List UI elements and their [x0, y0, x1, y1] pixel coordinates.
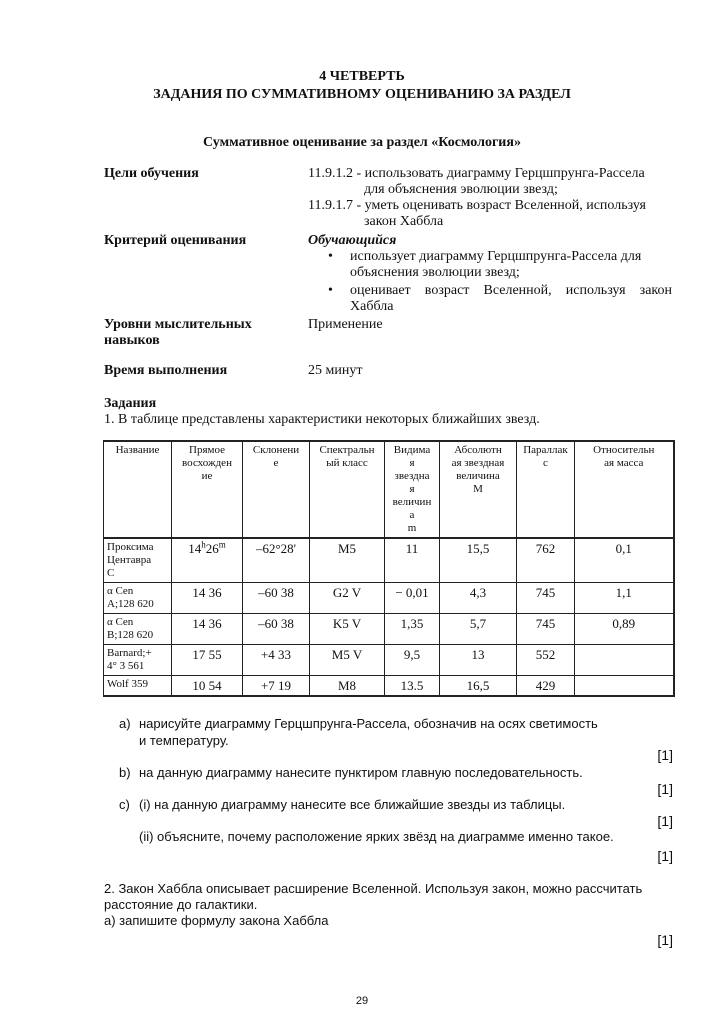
cell-absolute-mag: 5,7 — [440, 614, 517, 645]
mark-task2-a: [1] — [657, 932, 673, 948]
goal1-line1: 11.9.1.2 - использовать диаграмму Герцшпрунга-Рассела — [308, 166, 645, 181]
cell-name: Barnard;+ 4° 3 561 — [104, 645, 172, 676]
question-b-text: на данную диаграмму нанесите пунктиром главную последовательность. — [139, 765, 583, 780]
cell-mass: 0,89 — [575, 614, 674, 645]
criterion1-line2: объяснения эволюции звезд; — [350, 265, 520, 280]
table-row — [104, 583, 674, 614]
cell-parallax: 762 — [517, 538, 575, 583]
bullet-icon: • — [328, 249, 333, 264]
cell-ra: 14$^h$26$^m$ — [172, 538, 243, 583]
learner-label: Обучающийся — [308, 233, 397, 248]
table-row — [104, 538, 674, 583]
criterion1-line1: использует диаграмму Герцшпрунга-Рассела для — [350, 249, 642, 264]
cell-apparent-mag: − 0,01 — [385, 583, 440, 614]
mark-b: [1] — [657, 781, 673, 797]
cell-apparent-mag: 11 — [385, 538, 440, 583]
cell-spectral: M5 V — [310, 645, 385, 676]
mark-c-i: [1] — [657, 813, 673, 829]
cell-absolute-mag: 4,3 — [440, 583, 517, 614]
cell-name: α Cen B;128 620 — [104, 614, 172, 645]
cell-mass: 0,1 — [575, 538, 674, 583]
cell-name: Wolf 359 — [104, 676, 172, 697]
question-b-label: b) — [119, 765, 131, 780]
table-header-row — [104, 441, 674, 538]
cell-ra: 14 36 — [172, 614, 243, 645]
header-name: Название — [104, 441, 172, 538]
cell-ra: 17 55 — [172, 645, 243, 676]
cell-parallax: 552 — [517, 645, 575, 676]
criterion2-line2: Хаббла — [350, 299, 394, 314]
header-relative-mass: Относительн ая масса — [575, 441, 674, 538]
cell-dec: –62°28' — [243, 538, 310, 583]
mark-c-ii: [1] — [657, 848, 673, 864]
cell-mass: 1,1 — [575, 583, 674, 614]
goals-label: Цели обучения — [104, 166, 199, 181]
question-c-i: (i) на данную диаграмму нанесите все ближайшие звезды из таблицы. — [139, 797, 566, 812]
criteria-label: Критерий оценивания — [104, 233, 247, 248]
cell-dec: +7 19 — [243, 676, 310, 697]
task1-intro: 1. В таблице представлены характеристики некоторых ближайших звезд. — [104, 412, 540, 427]
cell-mass — [575, 645, 674, 676]
header-spectral-class: Спектральн ый класс — [310, 441, 385, 538]
levels-label-cont: навыков — [104, 333, 160, 348]
cell-apparent-mag: 9,5 — [385, 645, 440, 676]
levels-label: Уровни мыслительных — [104, 317, 252, 332]
criterion2-line1: оценивает возраст Вселенной, используя закон — [350, 283, 672, 298]
cell-ra: 10 54 — [172, 676, 243, 697]
task2-a: а) запишите формулу закона Хаббла — [104, 913, 329, 928]
cell-spectral: M5 — [310, 538, 385, 583]
cell-spectral: K5 V — [310, 614, 385, 645]
cell-absolute-mag: 13 — [440, 645, 517, 676]
cell-dec: –60 38 — [243, 583, 310, 614]
question-a-label: a) — [119, 716, 131, 731]
bullet-icon: • — [328, 283, 333, 298]
levels-value: Применение — [308, 317, 383, 332]
cell-ra: 14 36 — [172, 583, 243, 614]
cell-name: α Cen A;128 620 — [104, 583, 172, 614]
cell-mass — [575, 676, 674, 697]
cell-parallax: 745 — [517, 614, 575, 645]
goal2-line2: закон Хаббла — [364, 214, 444, 229]
goal2-line1: 11.9.1.7 - уметь оценивать возраст Вселенной, используя — [308, 198, 646, 213]
cell-name: Проксима Центавра С — [104, 538, 172, 583]
section-subtitle: Суммативное оценивание за раздел «Космология» — [203, 135, 521, 150]
table-row — [104, 676, 674, 697]
table-row — [104, 645, 674, 676]
header-apparent-magnitude: Видима я звездна я величин а m — [385, 441, 440, 538]
page-number: 29 — [355, 995, 369, 1007]
question-a-line2: и температуру. — [139, 733, 229, 748]
cell-dec: +4 33 — [243, 645, 310, 676]
cell-parallax: 745 — [517, 583, 575, 614]
cell-dec: –60 38 — [243, 614, 310, 645]
question-a-line1: нарисуйте диаграмму Герцшпрунга-Рассела, обозначив на осях светимость — [139, 716, 598, 731]
question-c-label: c) — [119, 797, 130, 812]
page-title: ЗАДАНИЯ ПО СУММАТИВНОМУ ОЦЕНИВАНИЮ ЗА РАЗДЕЛ — [153, 87, 571, 102]
question-c-ii: (ii) объясните, почему расположение ярких звёзд на диаграмме именно такое. — [139, 829, 614, 844]
time-label: Время выполнения — [104, 363, 228, 378]
task2-line2: расстояние до галактики. — [104, 897, 258, 912]
cell-spectral: G2 V — [310, 583, 385, 614]
header-right-ascension: Прямое восхожден ие — [172, 441, 243, 538]
cell-absolute-mag: 16,5 — [440, 676, 517, 697]
header-declination: Склонени е — [243, 441, 310, 538]
cell-absolute-mag: 15,5 — [440, 538, 517, 583]
mark-a: [1] — [657, 747, 673, 763]
table-row — [104, 614, 674, 645]
tasks-heading: Задания — [104, 396, 157, 411]
cell-apparent-mag: 13.5 — [385, 676, 440, 697]
cell-apparent-mag: 1,35 — [385, 614, 440, 645]
header-absolute-magnitude: Абсолютн ая звездная величина M — [440, 441, 517, 538]
time-value: 25 минут — [308, 363, 363, 378]
task2-line1: 2. Закон Хаббла описывает расширение Вселенной. Используя закон, можно рассчитать — [104, 881, 643, 896]
goal1-line2: для объяснения эволюции звезд; — [364, 182, 558, 197]
quarter-heading: 4 ЧЕТВЕРТЬ — [319, 69, 405, 84]
cell-spectral: M8 — [310, 676, 385, 697]
cell-parallax: 429 — [517, 676, 575, 697]
stars-table — [103, 440, 675, 697]
header-parallax: Параллак с — [517, 441, 575, 538]
